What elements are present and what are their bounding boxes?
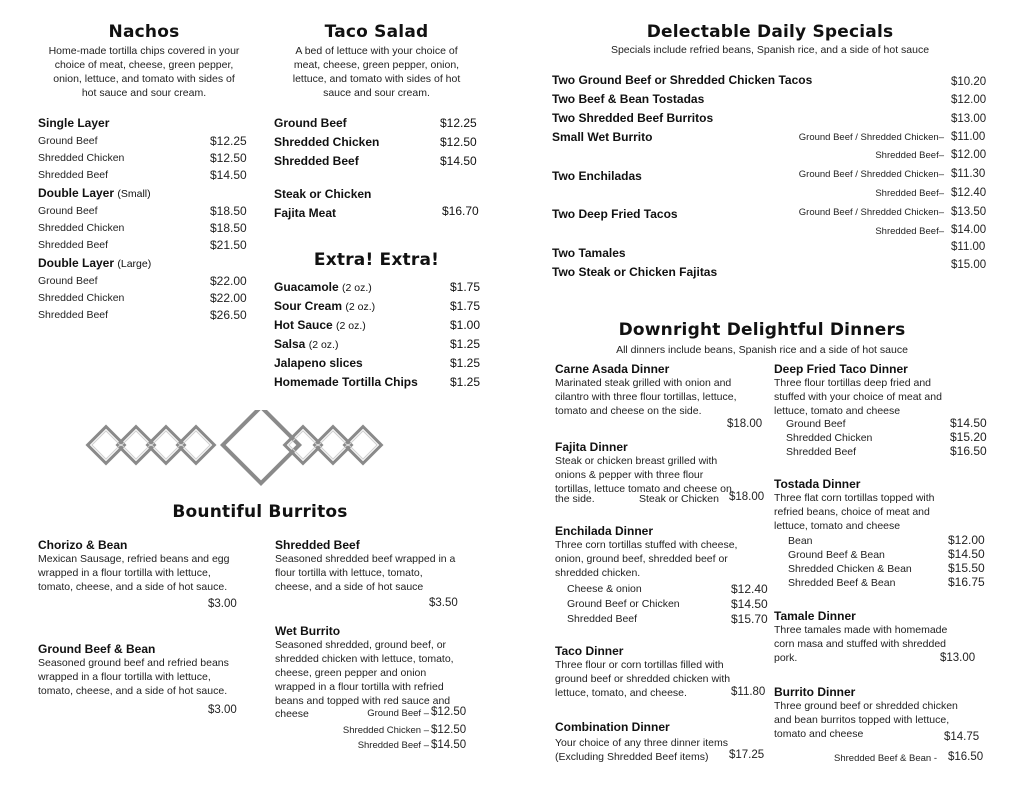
dinners-title: Downright Delightful Dinners [618, 320, 906, 340]
dinner-deep-fried-taco: Deep Fried Taco Dinner Three flour tortillas deep fried and stuffed with your choice of meat and lettuce, tomato and cheese Ground Beef $14.50 Shredded Chicken $15.20 Shredded Beef $16.50 [774, 362, 987, 458]
special-tacos: Two Ground Beef or Shredded Chicken Tacos [552, 73, 813, 87]
burrito-ground-beef: Ground Beef & Bean Seasoned ground beef and refried beans wrapped in a flour tortilla with lettuce, tomato, cheese, and a side of hot sauce. $3.00 [38, 642, 237, 716]
specials-title: Delectable Daily Specials [646, 22, 894, 42]
list-item: Ground Beef $12.25 [274, 116, 477, 130]
special-deep-fried-tacos: Two Deep Fried Tacos [552, 207, 678, 221]
taco-salad-title: Taco Salad [324, 22, 429, 42]
taco-salad-desc: A bed of lettuce with your choice of meat, cheese, green pepper, onion, lettuce, and tomato with sides of hot sauce and sour cream. [292, 45, 461, 99]
special-enchiladas: Two Enchiladas [552, 169, 642, 183]
dinners-subtitle: All dinners include beans, Spanish rice and a side of hot sauce [616, 344, 908, 356]
list-item: Fajita Meat $16.70 [274, 204, 479, 220]
dinner-tostada: Tostada Dinner Three flat corn tortillas topped with refried beans, choice of meat and lettuce, tomato and cheese Bean $12.00 Ground Beef & Bean $14.50 Shredded Chicken & Bean $15.50 Shredded Beef & Bean $16.75 [774, 477, 985, 589]
dinner-carne-asada: Carne Asada Dinner Marinated steak grilled with onion and cilantro with three flour tortillas, lettuce, tomato and cheese on the side. $18.00 [555, 362, 763, 430]
nachos-desc: Home-made tortilla chips covered in your choice of meat, cheese, green pepper, onion, lettuce, and tomato with sides of hot sauce and sour cream. [48, 45, 240, 99]
list-item: Steak or Chicken [274, 187, 372, 201]
list-item: Homemade Tortilla Chips $1.25 [274, 375, 481, 389]
nachos-double-small-header: Double Layer (Small) [38, 186, 151, 200]
list-item: Shredded Chicken $12.50 [38, 151, 247, 165]
dinner-taco: Taco Dinner Three flour or corn tortillas filled with ground beef or shredded chicken with lettuce, tomato, and cheese. $11.80 [555, 644, 766, 699]
burrito-wet: Wet Burrito Seasoned shredded, ground beef, or shredded chicken with lettuce, tomato, cheese, green pepper and onion wrapped in a flour tortilla with refried beans and topped with red sauce and cheese Ground Beef – $12.50 Shredded Chicken – $12.50 Shredded Beef – $14.50 [275, 624, 467, 751]
special-tamales: Two Tamales [552, 246, 626, 260]
nachos-section [38, 22, 250, 324]
list-item: Shredded Beef $14.50 [38, 168, 247, 182]
nachos-title: Nachos [108, 22, 180, 42]
dinner-tamale: Tamale Dinner Three tamales made with homemade corn masa and stuffed with shredded pork. $13.00 [774, 609, 976, 664]
extra-title: Extra! Extra! [313, 250, 440, 270]
list-item: Sour Cream (2 oz.) $1.75 [274, 299, 481, 313]
taco-salad-section [274, 22, 479, 223]
list-item: Shredded Beef $26.50 [38, 308, 247, 322]
special-burritos: Two Shredded Beef Burritos [552, 111, 714, 125]
list-item: Hot Sauce (2 oz.) $1.00 [274, 318, 481, 332]
burritos-title: Bountiful Burritos [172, 502, 348, 522]
list-item: Shredded Chicken $12.50 [274, 135, 477, 149]
burrito-shredded-beef: Shredded Beef Seasoned shredded beef wrapped in a flour tortilla with lettuce, tomato, cheese, and a side of hot sauce $3.50 [275, 538, 458, 609]
dinner-burrito: Burrito Dinner Three ground beef or shredded chicken and bean burritos topped with lettuce, tomato and cheese $14.75 Shredded Beef & Bean - $16.50 [774, 685, 984, 764]
dinner-combination: Combination Dinner Your choice of any three dinner items (Excluding Shredded Beef items) $17.25 [555, 720, 765, 763]
nachos-single-header: Single Layer [38, 116, 110, 130]
dinner-fajita: Fajita Dinner Steak or chicken breast grilled with onions & pepper with three flour tortillas, lettuce tomato and cheese on the side. Steak or Chicken $18.00 [555, 440, 765, 505]
list-item: Shredded Chicken $22.00 [38, 291, 247, 305]
list-item: Salsa (2 oz.) $1.25 [274, 337, 481, 351]
special-fajitas: Two Steak or Chicken Fajitas [552, 265, 718, 279]
special-tostadas: Two Beef & Bean Tostadas [552, 92, 705, 106]
diamond-chain-ornament-icon [84, 410, 384, 490]
nachos-double-large-header: Double Layer (Large) [38, 256, 152, 270]
specials-subtitle: Specials include refried beans, Spanish rice, and a side of hot sauce [610, 44, 930, 56]
burrito-chorizo: Chorizo & Bean Mexican Sausage, refried beans and egg wrapped in a flour tortilla with lettuce, tomato, cheese, and a side of hot sauce. $3.00 [38, 538, 237, 610]
list-item: Ground Beef $12.25 [38, 134, 247, 148]
special-wet-burrito: Small Wet Burrito [552, 130, 653, 144]
list-item: Shredded Beef $14.50 [274, 154, 477, 168]
list-item: Guacamole (2 oz.) $1.75 [274, 280, 481, 294]
extra-section [274, 250, 479, 392]
list-item: Ground Beef $22.00 [38, 274, 247, 288]
list-item: Ground Beef $18.50 [38, 204, 247, 218]
dinner-enchilada: Enchilada Dinner Three corn tortillas stuffed with cheese, onion, ground beef, shredded beef or shredded chicken. Cheese & onion $12.40 Ground Beef or Chicken $14.50 Shredded Beef $15.70 [555, 524, 768, 626]
list-item: Shredded Chicken $18.50 [38, 221, 247, 235]
list-item: Jalapeno slices $1.25 [274, 356, 481, 370]
list-item: Shredded Beef $21.50 [38, 238, 247, 252]
